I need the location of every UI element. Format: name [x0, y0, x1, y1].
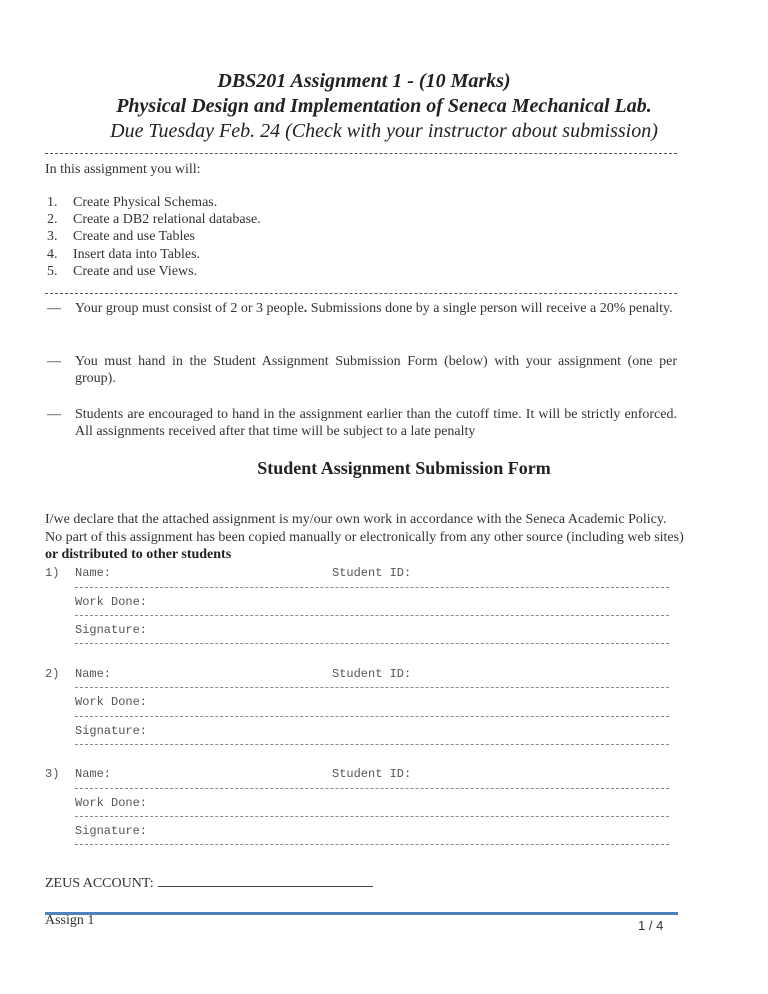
goal-text: Create and use Tables: [73, 229, 195, 245]
signature-field-label[interactable]: Signature:: [75, 724, 148, 738]
goal-number: 3.: [47, 229, 58, 245]
work-done-field-label[interactable]: Work Done:: [75, 595, 148, 609]
student-id-field-label[interactable]: Student ID:: [332, 566, 412, 580]
goals-list: [45, 194, 261, 280]
dashed-fill-line: [75, 687, 669, 688]
goal-text: Create and use Views.: [73, 263, 198, 279]
rule-item: [45, 406, 677, 440]
entry-number: 3): [45, 767, 60, 781]
goal-item: [45, 228, 261, 245]
dashed-fill-line: [75, 744, 669, 745]
goal-text: Insert data into Tables.: [73, 246, 201, 262]
page-number: 1 / 4: [638, 918, 664, 933]
goal-number: 1.: [47, 195, 58, 210]
entry-number: 1): [45, 566, 60, 580]
dashed-fill-line: [75, 816, 669, 817]
declaration-bold: or distributed to other students: [45, 547, 232, 562]
student-id-field-label[interactable]: Student ID:: [332, 667, 412, 681]
student-id-field-label[interactable]: Student ID:: [332, 767, 412, 781]
entry-number: 2): [45, 667, 60, 681]
dashed-fill-line: [75, 844, 669, 845]
goal-number: 4.: [47, 246, 58, 262]
rule-text: [75, 300, 677, 317]
goal-item: [45, 211, 261, 228]
signature-field-label[interactable]: Signature:: [75, 623, 148, 637]
rule-text: Students are encouraged to hand in the assignment earlier than the cutoff time. It will be strictly enforced. All assignments received after that time will be subject to a late penalty: [75, 407, 677, 439]
dashed-fill-line: [75, 788, 669, 789]
assignment-title: DBS201 Assignment 1 - (10 Marks): [217, 70, 511, 92]
dashed-fill-line: [75, 587, 669, 588]
goal-item: [45, 263, 261, 280]
em-dash-bullet-icon: —: [47, 354, 61, 369]
declaration-text: [45, 511, 685, 564]
em-dash-bullet-icon: —: [47, 407, 61, 422]
due-date-line: Due Tuesday Feb. 24 (Check with your instructor about submission): [110, 120, 658, 142]
dashed-fill-line: [75, 643, 669, 644]
rule-item: [45, 353, 677, 387]
dashed-fill-line: [75, 615, 669, 616]
name-field-label[interactable]: Name:: [75, 667, 112, 681]
rule-text-part: Your group must consist of 2 or 3 people: [75, 301, 304, 316]
dashed-separator-top: [45, 153, 677, 154]
zeus-account-label: ZEUS ACCOUNT:: [45, 876, 154, 891]
goal-text: Create a DB2 relational database.: [73, 212, 261, 228]
rule-text-part: Submissions done by a single person will receive a 20% penalty.: [307, 301, 673, 316]
goal-item: [45, 194, 261, 211]
zeus-account-blank[interactable]: [158, 874, 373, 887]
dashed-fill-line: [75, 716, 669, 717]
dashed-separator-middle: [45, 293, 677, 294]
intro-lead: In this assignment you will:: [45, 162, 201, 177]
signature-field-label[interactable]: Signature:: [75, 824, 148, 838]
work-done-field-label[interactable]: Work Done:: [75, 695, 148, 709]
assignment-subtitle: Physical Design and Implementation of Seneca Mechanical Lab.: [116, 95, 652, 117]
zeus-account-row: [45, 874, 373, 892]
rule-item: [45, 300, 677, 317]
name-field-label[interactable]: Name:: [75, 566, 112, 580]
goal-number: 5.: [47, 263, 58, 279]
work-done-field-label[interactable]: Work Done:: [75, 796, 148, 810]
footer-rule: [45, 912, 678, 915]
rule-text-bold: .: [303, 301, 308, 316]
goal-text: Create Physical Schemas.: [73, 195, 218, 210]
goal-number: 2.: [47, 212, 58, 228]
declaration-normal: I/we declare that the attached assignment is my/our own work in accordance with the Seneca Academic Policy. No part of this assignment has been copied manually or electronically from any other source (including web sites): [45, 512, 684, 545]
footer-label: Assign 1: [45, 913, 95, 928]
form-heading: Student Assignment Submission Form: [257, 458, 551, 478]
name-field-label[interactable]: Name:: [75, 767, 112, 781]
goal-item: [45, 246, 261, 263]
rule-text: You must hand in the Student Assignment Submission Form (below) with your assignment (one per group).: [75, 354, 677, 386]
em-dash-bullet-icon: —: [47, 301, 61, 316]
